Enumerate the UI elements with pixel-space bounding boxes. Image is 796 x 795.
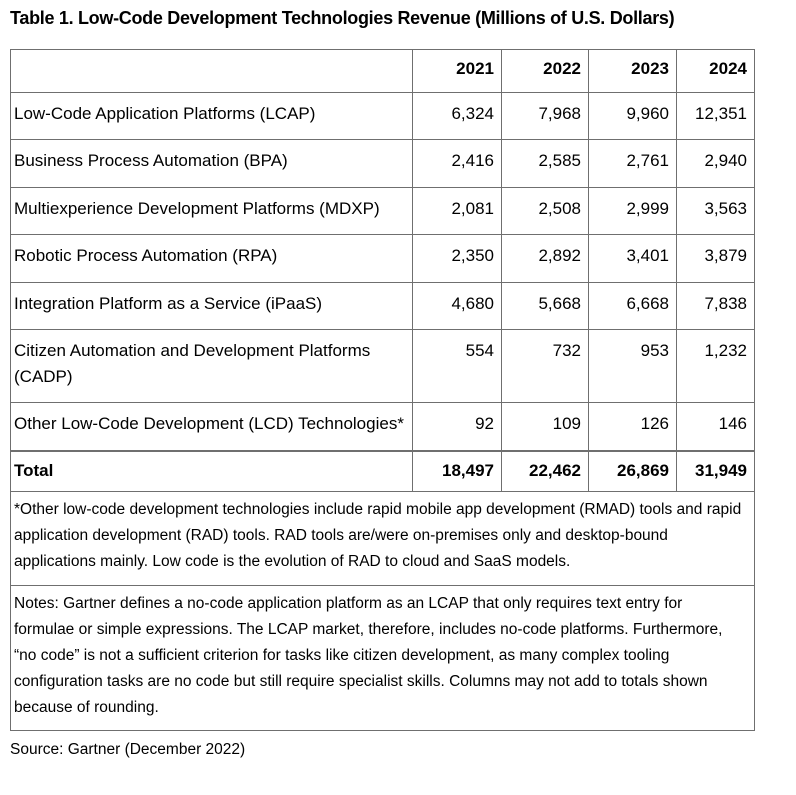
revenue-table [10,49,755,732]
value-cell: 2,350 [413,235,502,283]
value-cell: 953 [589,330,677,403]
row-label: Robotic Process Automation (RPA) [11,235,413,283]
total-value-cell: 18,497 [413,451,502,492]
value-cell: 92 [413,403,502,451]
value-cell: 2,761 [589,140,677,188]
value-cell: 2,081 [413,187,502,235]
table-row [11,235,755,283]
year-column-header: 2024 [677,49,755,92]
year-column-header: 2023 [589,49,677,92]
header-row [11,49,755,92]
table-row [11,92,755,140]
value-cell: 7,838 [677,282,755,330]
page-title: Table 1. Low-Code Development Technologies Revenue (Millions of U.S. Dollars) [10,8,675,28]
value-cell: 146 [677,403,755,451]
value-cell: 3,563 [677,187,755,235]
table-row [11,140,755,188]
value-cell: 6,668 [589,282,677,330]
value-cell: 2,940 [677,140,755,188]
value-cell: 1,232 [677,330,755,403]
value-cell: 732 [502,330,589,403]
value-cell: 9,960 [589,92,677,140]
row-label: Business Process Automation (BPA) [11,140,413,188]
row-label: Citizen Automation and Development Platforms (CADP) [11,330,413,403]
value-cell: 6,324 [413,92,502,140]
total-value-cell: 22,462 [502,451,589,492]
year-column-header: 2021 [413,49,502,92]
value-cell: 2,416 [413,140,502,188]
row-label: Other Low-Code Development (LCD) Technologies* [11,403,413,451]
value-cell: 554 [413,330,502,403]
value-cell: 5,668 [502,282,589,330]
value-cell: 2,508 [502,187,589,235]
value-cell: 2,892 [502,235,589,283]
value-cell: 126 [589,403,677,451]
value-cell: 7,968 [502,92,589,140]
footnote-text: *Other low-code development technologies include rapid mobile app development (RMAD) tools and rapid application development (RAD) tools. RAD tools are/were on-premises only and desktop-bound applications mainly. Low code is the evolution of RAD to cloud and SaaS models. [11,492,755,586]
corner-cell [11,49,413,92]
total-label: Total [11,451,413,492]
notes-text: Notes: Gartner defines a no-code application platform as an LCAP that only requires text entry for formulae or simple expressions. The LCAP market, therefore, includes no-code platforms. Furthermore, “no code” is not a sufficient criterion for tasks like citizen development, as many complex tooling configuration tasks are no code but still require specialist skills. Columns may not add to totals shown because of rounding. [11,586,755,731]
table-row [11,330,755,403]
table-row [11,187,755,235]
row-label: Low-Code Application Platforms (LCAP) [11,92,413,140]
table-row [11,282,755,330]
table-row [11,403,755,451]
row-label: Multiexperience Development Platforms (MDXP) [11,187,413,235]
total-value-cell: 26,869 [589,451,677,492]
total-row [11,451,755,492]
value-cell: 2,585 [502,140,589,188]
value-cell: 2,999 [589,187,677,235]
notes-row [11,586,755,731]
value-cell: 3,401 [589,235,677,283]
value-cell: 4,680 [413,282,502,330]
footnote-row [11,492,755,586]
total-value-cell: 31,949 [677,451,755,492]
value-cell: 3,879 [677,235,755,283]
year-column-header: 2022 [502,49,589,92]
value-cell: 12,351 [677,92,755,140]
source-line: Source: Gartner (December 2022) [10,741,246,759]
value-cell: 109 [502,403,589,451]
row-label: Integration Platform as a Service (iPaaS) [11,282,413,330]
